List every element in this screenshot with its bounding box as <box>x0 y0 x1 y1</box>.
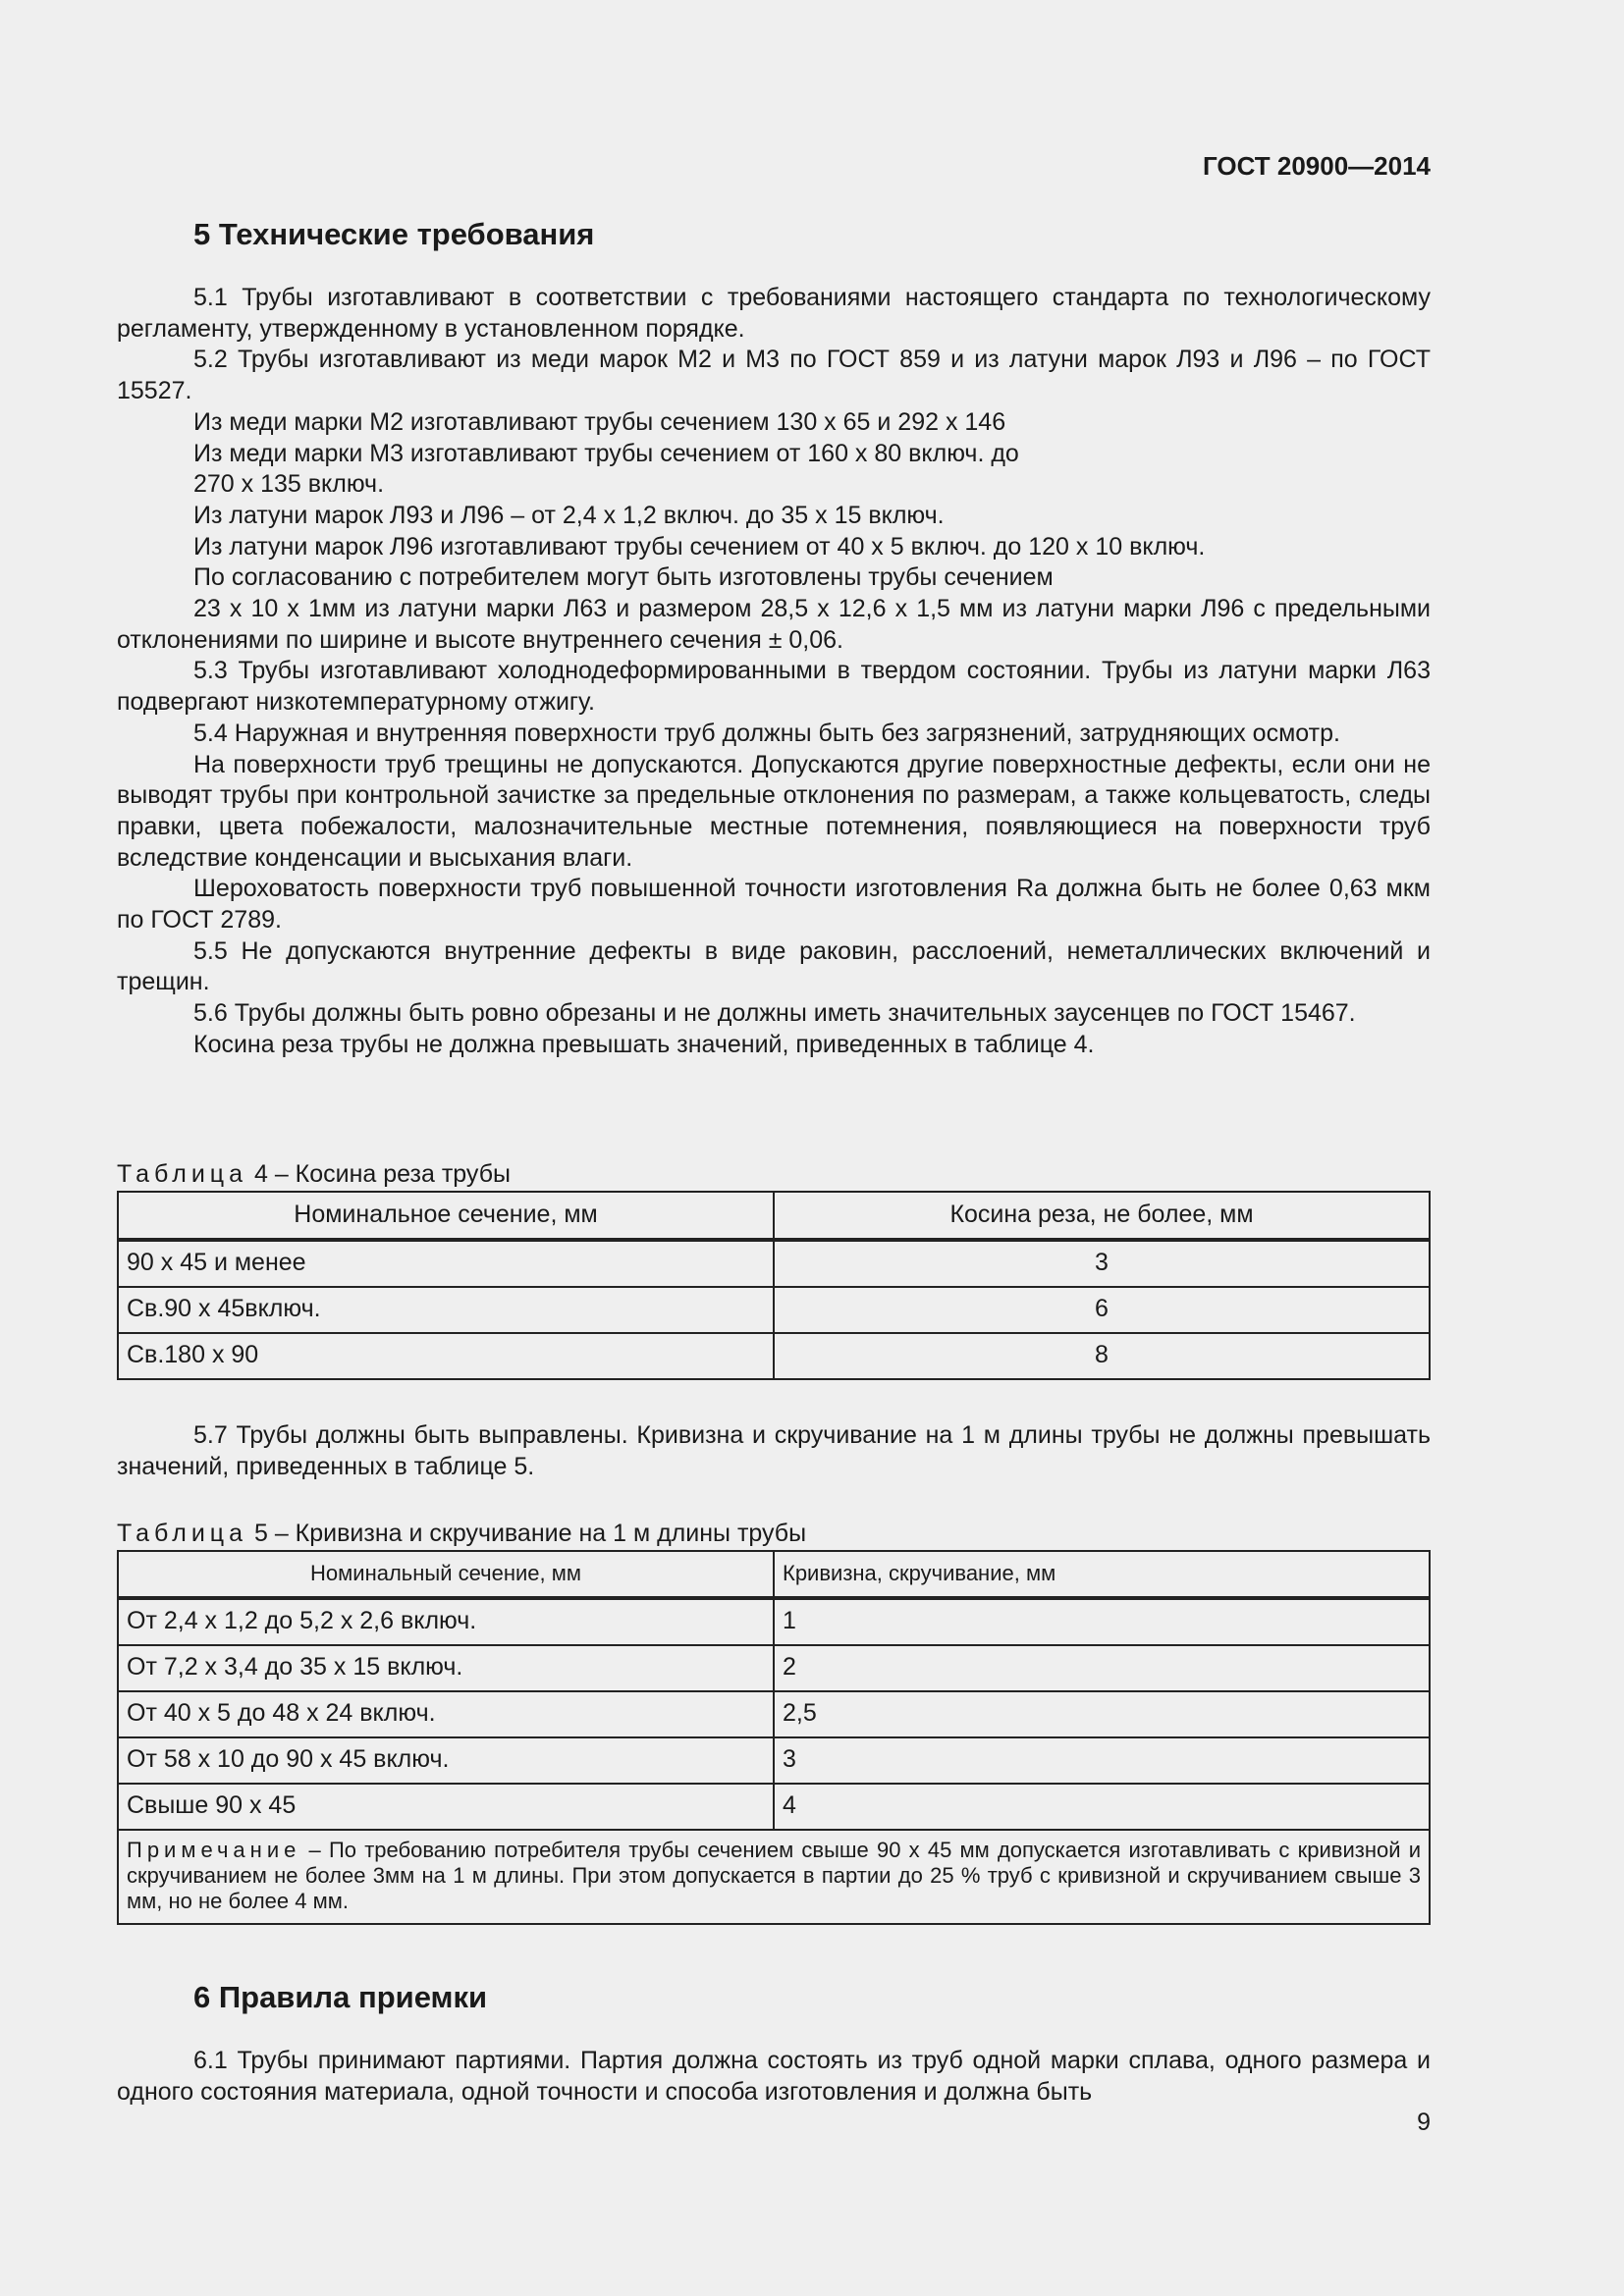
column-header: Кривизна, скручивание, мм <box>774 1551 1430 1598</box>
paragraph-roughness: Шероховатость поверхности труб повышенной точности изготовления Ra должна быть не более 0,63 мкм по ГОСТ 2789. <box>117 875 1431 934</box>
table-row <box>118 1691 1430 1737</box>
table-row <box>118 1240 1430 1287</box>
table-4-caption <box>117 1159 1431 1191</box>
table-cell: 2,5 <box>774 1691 1430 1737</box>
document-header: ГОСТ 20900—2014 <box>1203 151 1431 181</box>
paragraph-5-4: 5.4 Наружная и внутренняя поверхности труб должны быть без загрязнений, затрудняющих осмотр. <box>193 719 1340 747</box>
table-row <box>118 1598 1430 1645</box>
text-line: По согласованию с потребителем могут быть изготовлены трубы сечением <box>193 563 1054 592</box>
table-cell: Свыше 90 х 45 <box>118 1784 774 1830</box>
table-cell: 8 <box>774 1333 1430 1379</box>
section-5 <box>117 215 1431 254</box>
table-note-row <box>118 1830 1430 1924</box>
table-cell: 90 х 45 и менее <box>118 1240 774 1287</box>
table-row <box>118 1784 1430 1830</box>
table-cell: 4 <box>774 1784 1430 1830</box>
table-cell: Св.180 х 90 <box>118 1333 774 1379</box>
table-cell: От 58 х 10 до 90 х 45 включ. <box>118 1737 774 1784</box>
page-number: 9 <box>1417 2109 1431 2136</box>
table-row <box>118 1333 1430 1379</box>
table-5-caption <box>117 1519 1431 1550</box>
paragraph-5-3: 5.3 Трубы изготавливают холоднодеформированными в твердом состоянии. Трубы из латуни марки Л63 подвергают низкотемпературному отжигу. <box>117 657 1431 717</box>
table-header-row <box>118 1551 1430 1598</box>
column-header: Номинальный сечение, мм <box>118 1551 774 1598</box>
text-line: 270 х 135 включ. <box>193 470 385 499</box>
paragraph-surface-defects: На поверхности труб трещины не допускаются. Допускаются другие поверхностные дефекты, если они не выводят трубы при контрольной зачистке за предельные отклонения по размерам, а также кольцеватость, следы правки, цвета побежалости, малозначительные местные потемнения, появляющиеся на поверхности труб вследствие конденсации и высыхания влаги. <box>117 750 1431 872</box>
paragraph-6-1: 6.1 Трубы принимают партиями. Партия должна состоять из труб одной марки сплава, одного размера и одного состояния материала, одной точности и способа изготовления и должна быть <box>117 2047 1431 2106</box>
table-cell: 3 <box>774 1737 1430 1784</box>
table-4-caption-text: 4 – Косина реза трубы <box>247 1160 511 1188</box>
text-line: Из меди марки М3 изготавливают трубы сечением от 160 х 80 включ. до <box>193 439 1019 467</box>
text-line: Из латуни марок Л93 и Л96 – от 2,4 х 1,2 включ. до 35 х 15 включ. <box>193 501 945 529</box>
paragraph-cut-skew: Косина реза трубы не должна превышать значений, приведенных в таблице 4. <box>193 1030 1095 1058</box>
section-6-title: 6 Правила приемки <box>193 1980 488 2014</box>
table-row <box>118 1737 1430 1784</box>
paragraph-5-7: 5.7 Трубы должны быть выправлены. Кривизна и скручивание на 1 м длины трубы не должны превышать значений, приведенных в таблице 5. <box>117 1421 1431 1480</box>
note-text: – По требованию потребителя трубы сечением свыше 90 х 45 мм допускается изготавливать с кривизной и скручиванием не более 3мм на 1 м длины. При этом допускается в партии до 25 % труб с кривизной и скручиванием свыше 3 мм, но не более 4 мм. <box>127 1837 1421 1913</box>
table-5 <box>117 1550 1431 1925</box>
table-5-caption-text: 5 – Кривизна и скручивание на 1 м длины трубы <box>247 1520 807 1547</box>
column-header: Косина реза, не более, мм <box>774 1192 1430 1240</box>
paragraph-5-2: 5.2 Трубы изготавливают из меди марок М2 и М3 по ГОСТ 859 и из латуни марок Л93 и Л96 – по ГОСТ 15527. <box>117 346 1431 405</box>
text-line: Из латуни марок Л96 изготавливают трубы сечением от 40 х 5 включ. до 120 х 10 включ. <box>193 532 1206 561</box>
table-cell: Св.90 х 45включ. <box>118 1287 774 1333</box>
table-cell: От 40 х 5 до 48 х 24 включ. <box>118 1691 774 1737</box>
table-5-block <box>117 1519 1431 1925</box>
table-header-row <box>118 1192 1430 1240</box>
table-4 <box>117 1191 1431 1380</box>
paragraph-5-5: 5.5 Не допускаются внутренние дефекты в виде раковин, расслоений, неметаллических включений и трещин. <box>117 936 1431 996</box>
paragraph-dimensions: 23 х 10 х 1мм из латуни марки Л63 и размером 28,5 х 12,6 х 1,5 мм из латуни марки Л96 с предельными отклонениями по ширине и высоте внутреннего сечения ± 0,06. <box>117 595 1431 654</box>
paragraph-5-7-block <box>117 1420 1431 1482</box>
table-cell: 6 <box>774 1287 1430 1333</box>
table-cell: От 2,4 х 1,2 до 5,2 х 2,6 включ. <box>118 1598 774 1645</box>
section-5-body <box>117 283 1431 1061</box>
table-4-block <box>117 1159 1431 1380</box>
table-5-caption-word: Таблица <box>117 1520 248 1547</box>
table-note <box>118 1830 1430 1924</box>
column-header: Номинальное сечение, мм <box>118 1192 774 1240</box>
section-5-title: 5 Технические требования <box>193 217 595 251</box>
paragraph-5-6: 5.6 Трубы должны быть ровно обрезаны и не должны иметь значительных заусенцев по ГОСТ 15467. <box>193 999 1356 1028</box>
table-cell: От 7,2 х 3,4 до 35 х 15 включ. <box>118 1645 774 1691</box>
table-4-caption-word: Таблица <box>117 1160 248 1188</box>
table-cell: 1 <box>774 1598 1430 1645</box>
note-label: Примечание <box>127 1837 301 1862</box>
section-6 <box>117 1978 1431 2017</box>
table-row <box>118 1287 1430 1333</box>
section-6-body <box>117 2046 1431 2108</box>
table-cell: 2 <box>774 1645 1430 1691</box>
text-line: Из меди марки М2 изготавливают трубы сечением 130 х 65 и 292 х 146 <box>193 407 1006 436</box>
paragraph-5-1: 5.1 Трубы изготавливают в соответствии с требованиями настоящего стандарта по технологическому регламенту, утвержденному в установленном порядке. <box>117 284 1431 343</box>
table-row <box>118 1645 1430 1691</box>
table-cell: 3 <box>774 1240 1430 1287</box>
